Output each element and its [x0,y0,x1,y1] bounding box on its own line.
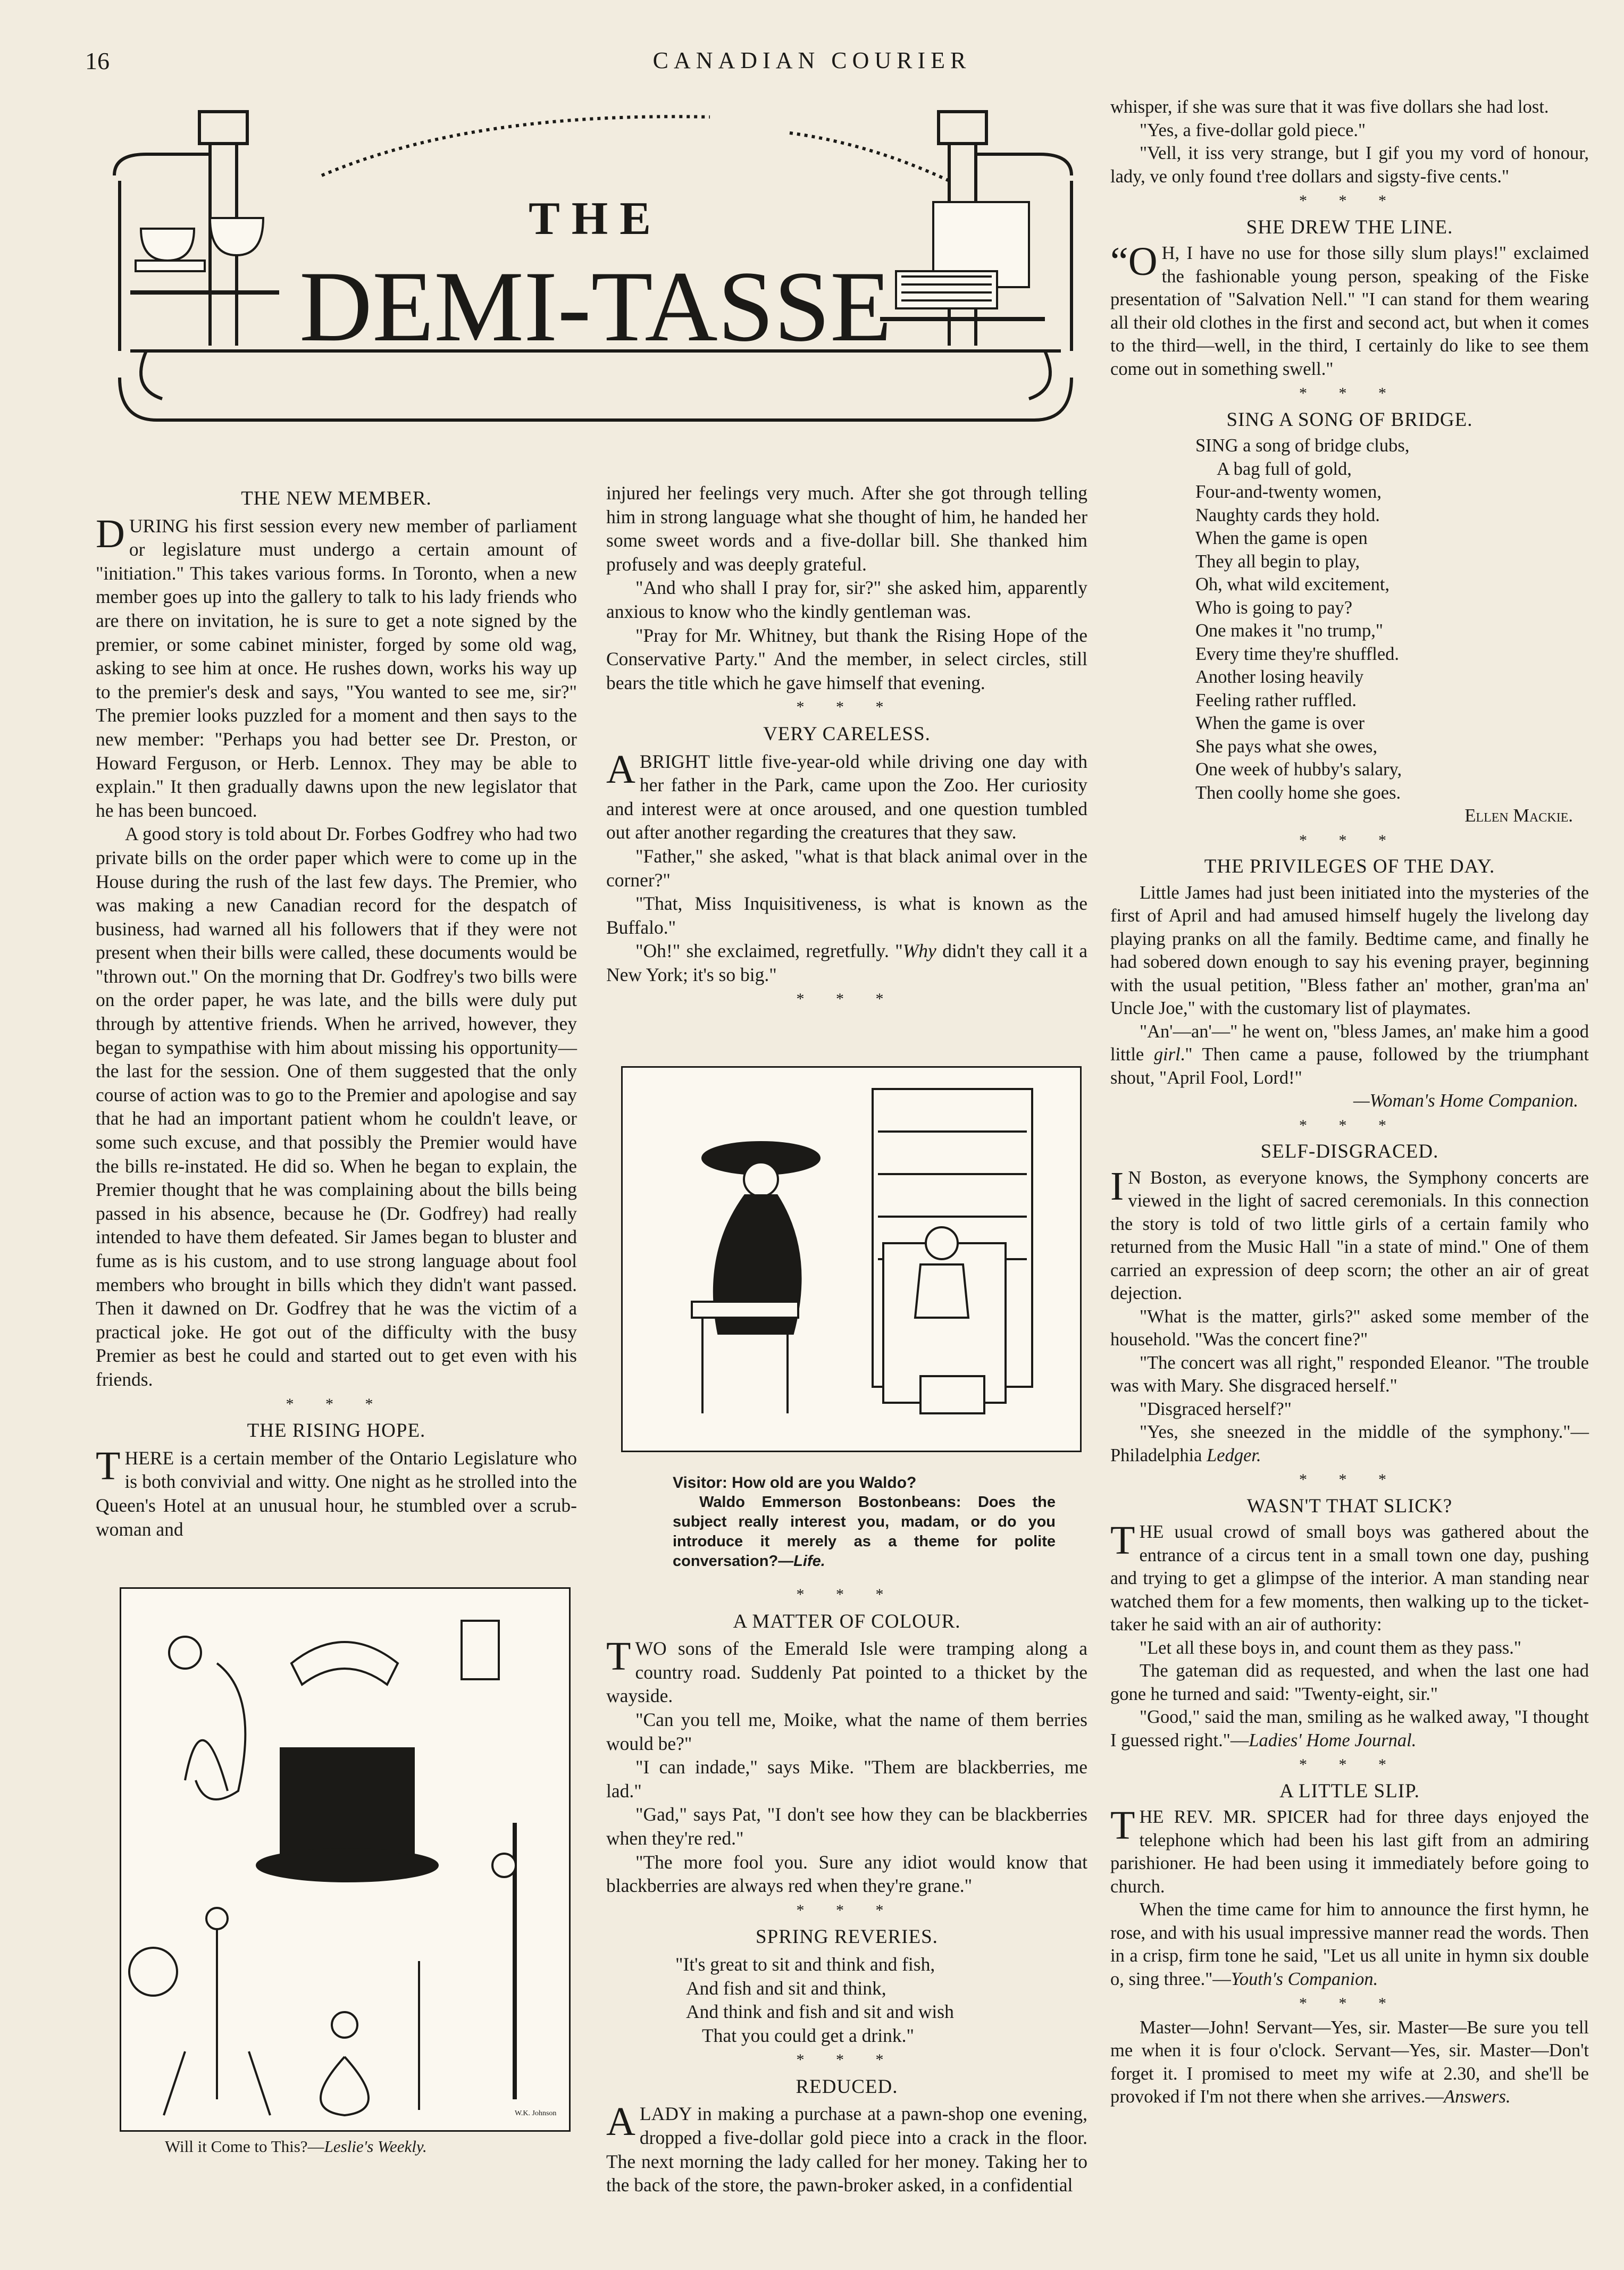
dropcap: A [606,747,635,792]
separator: * * * [1299,1471,1400,1488]
headline-rising-hope: THE RISING HOPE. [247,1420,426,1442]
artist-signature: W.K. Johnson [515,2109,557,2117]
separator: * * * [1299,192,1400,210]
column-2-lower: * * * A MATTER OF COLOUR. TWO sons of the Emerald Isle were tramping along a country road. Suddenly Pat pointed to a thicket by the wayside. "Can you tell me, Moike, what the name of them berries would be?" "I can indade," says Mike. "Them are blackberries, me lad." "Gad," says Pat, "I don't see how they can be blackberries when they're red." "The more fool you. Sure any idiot would know that blackberries are always red when they're grane." * * * SPRING REVERIES. "It's great to sit and think and fish, And fish and sit and think, And think and fish and sit and wish That you could get a drink." * * * REDUCED. ALADY in making a purchase at a pawn-shop one evening, dropped a five-dollar gold piece into a crack in the floor. The next morning the lady called for her money. Taking her to the back of the store, the pawn-broker asked, in a confidential [606,1582,1087,2197]
poem-spring-reveries: "It's great to sit and think and fish, And fish and sit and think, And think and fish and sit and wish That you could get a drink." [675,1953,954,2046]
caption-will-it-come: Will it Come to This?—Leslie's Weekly. [165,2137,427,2156]
separator: * * * [1299,384,1400,402]
header-demitasse: DEMI-TASSE [299,251,892,363]
separator: * * * [286,1395,387,1413]
separator: * * * [1299,1756,1400,1773]
headline-matter-of-colour: A MATTER OF COLOUR. [733,1610,961,1632]
separator: * * * [796,1586,898,1603]
separator: * * * [796,990,898,1008]
headline-very-careless: VERY CARELESS. [763,723,931,745]
source-womans-home-companion: —Woman's Home Companion. [1353,1091,1578,1111]
column-3: whisper, if she was sure that it was five dollars she had lost. "Yes, a five-dollar gold piece." "Vell, it iss very strange, but I gif you my vord of honour, lady, ve only found t'ree dollars and sigsty-five cents." * * * SHE DREW THE LINE. “O H, I have no use for those silly slum plays!" exclaimed the fashionable young person, speaking of the Fiske presentation of "Salvation Nell." "I can stand for them wearing all their old clothes in the first and second act, but when it comes to the third—well, in the third, I certainly do like to see them come out in something swell." * * * SING A SONG OF BRIDGE. SING a song of bridge clubs, A bag full of gold, Four-and-twenty women, Naughty cards they hold. When the game is open They all begin to play, Oh, what wild excitement, Who is going to pay? One makes it "no trump," Every time they're shuffled. Another losing heavily Feeling rather ruffled. When the game is over She pays what she owes, One week of hubby's salary, Then coolly home she goes. Ellen Mackie. * * * THE PRIVILEGES OF THE DAY. Little James had just been initiated into the mysteries of the first of April and had amused himself hugely the livelong day playing pranks on all the family. Bedtime came, and finally he had sobered down enough to say his evening prayer, beginning with the usual petition, "Bless father an' mother, gran'ma an' Uncle Joe," with the customary list of playmates. "An'—an'—" he went on, "bless James, an' make him a good little girl." Then came a pause, followed by the triumphant shout, "April Fool, Lord!" —Woman's Home Companion. * * * SELF-DISGRACED. I N Boston, as everyone knows, the Symphony concerts are viewed in the light of sacred ceremonials. In this connection the story is told of two little girls of a certain family who returned from the Music Hall "in a state of mind." One of them carried an expression of deep scorn; the other an air of great dejection. "What is the matter, girls?" asked some member of the household. "Was the concert fine?" "The concert was all right," responded Eleanor. "The trouble was with Mary. She disgraced herself." "Disgraced herself?" "Yes, she sneezed in the middle of the symphony."—Philadelphia Ledger. * * * WASN'T THAT SLICK? THE usual crowd of small boys was gathered about the entrance of a circus tent in a small town one day, pushing and trying to get a glimpse of the interior. A man standing near watched them for a few moments, then walking up to the ticket-taker he said with an air of authority: "Let all these boys in, and count them as they pass." The gateman did as requested, and when the last one had gone he turned and said: "Twenty-eight, sir." "Good," said the man, smiling as he walked away, "I thought I guessed right."—Ladies' Home Journal. * * * A LITTLE SLIP. THE REV. MR. SPICER had for three days enjoyed the telephone which had been his last gift from an admiring parishioner. He had been using it immediately before going to church. When the time came for him to announce the first hymn, he rose, and with his usual impressive manner read the words. Then in a crisp, firm tone he said, "Let us all unite in hymn six double o, sing three."—Youth's Companion. * * * Master—John! Servant—Yes, sir. Master—Be sure you tell me when it is four o'clock. Servant—Yes, sir. Master—Don't forget it. I promised to meet my wife at 2.30, and she'll be provoked if I'm not there when she arrives.—Answers. [1110,97,1589,2107]
dropcap: “O [1110,239,1158,284]
separator: * * * [1299,831,1400,849]
dropcap: T [1110,1803,1135,1848]
poem-bridge: SING a song of bridge clubs, A bag full of gold, Four-and-twenty women, Naughty cards they hold. When the game is open They all begin to play, Oh, what wild excitement, Who is going to pay? One makes it "no trump," Every time they're shuffled. Another losing heavily Feeling rather ruffled. When the game is over She pays what she owes, One week of hubby's salary, Then coolly home she goes. [1195,435,1410,803]
dropcap: T [96,1443,121,1488]
headline-little-slip: A LITTLE SLIP. [1279,1780,1420,1802]
demitasse-header-art [98,101,1093,463]
dropcap: T [1110,1518,1135,1563]
poem-author: Ellen Mackie. [1464,806,1573,826]
separator: * * * [796,698,898,716]
masthead: CANADIAN COURIER [652,47,972,73]
dropcap: I [1110,1163,1124,1209]
headline-new-member: THE NEW MEMBER. [241,488,432,509]
waldo-cartoon-illustration [623,1068,1080,1451]
column-1: THE NEW MEMBER. DURING his first session every new member of parliament or legislature must undergo a certain amount of "initiation." This takes various forms. In Toronto, when a new member goes up into the gallery to talk to his lady friends who are there on invitation, he is sure to get a note signed by the premier, or some cabinet minister, forged by some old wag, asking to see him at once. He rushes down, works his way up to the premier's desk and says, "You wanted to see me, sir?" The premier looks puzzled for a moment and then says to the new member: "Perhaps you had better see Dr. Preston, or Howard Ferguson, or Herb. Lennox. They may be able to explain." It then gradually dawns upon the new legislator that he has been buncoed. A good story is told about Dr. Forbes Godfrey who had two private bills on the order paper which were to come up in the House during the rush of the last few days. The Premier, who was making a new Canadian record for the despatch of business, had warned all his followers that if they were not present when their bills were called, these documents would be "thrown out." On the morning that Dr. Godfrey's two bills were on the order paper, he was late, and the bills were duly put through by attentive friends. When he arrived, however, they began to sympathise with him about missing his opportunity—the last for the session. One of them suggested that the only course of action was to go to the Premier and apologise and say that he had an important patient whom he couldn't leave, or some such excuse, and that possibly the Premier would have the bills re-instated. He did so. When he began to explain, the Premier thought that he was complaining about the bills being passed in his absence, because he (Dr. Godfrey) had really intended to have them defeated. Sir James began to bluster and fume as is his custom, and to use strong language about fool members who brought in bills which they didn't want passed. Then it dawned on Dr. Godfrey that he was the victim of a practical joke. He got out of the difficulty with the busy Premier as best he could and started out to get even with his friends. * * * THE RISING HOPE. THERE is a certain member of the Ontario Legislature who is both convivial and witty. One night as he strolled into the Queen's Hotel at an unusual hour, he stumbled over a scrub-woman and [96,488,577,1540]
separator: * * * [796,2051,898,2069]
headline-privileges: THE PRIVILEGES OF THE DAY. [1204,856,1495,877]
headline-reduced: REDUCED. [796,2075,898,2098]
left-pillar-cup [199,112,247,144]
teacups-illustration [130,218,279,292]
caption-waldo: Visitor: How old are you Waldo? Waldo Emmerson Bostonbeans: Does the subject really interest you, madam, or do you introduce it merely as a theme for polite conversation?—Life. [673,1474,1056,1570]
header-frame [120,378,1071,420]
headline-song-of-bridge: SING A SONG OF BRIDGE. [1226,408,1473,431]
separator: * * * [796,1901,898,1919]
dropcap: D [96,511,125,556]
separator: * * * [1299,1116,1400,1134]
header-the: THE [529,193,663,245]
page-number: 16 [85,47,110,74]
headline-self-disgraced: SELF-DISGRACED. [1260,1141,1439,1162]
right-pillar-cup [939,112,986,144]
headline-drew-the-line: SHE DREW THE LINE. [1246,216,1453,238]
column-2: injured her feelings very much. After she got through telling him in strong language what she thought of him, he handed her some sweet words and a five-dollar bill. She thanked him profusely and was deeply grateful. "And who shall I pray for, sir?" she asked him, apparently anxious to know who the kindly gentleman was. "Pray for Mr. Whitney, but thank the Rising Hope of the Conservative Party." And the member, in select circles, still bears the title which he gave himself that evening. * * * VERY CARELESS. ABRIGHT little five-year-old while driving one day with her father in the Park, came upon the Zoo. Her curiosity and interest were at once aroused, and one question tumbled out after another regarding the creatures that they saw. "Father," she asked, "what is that black animal over in the corner?" "That, Miss Inquisitiveness, is what is known as the Buffalo." "Oh!" she exclaimed, regretfully. "Why didn't they call it a New York; it's so big." * * * [606,481,1087,1012]
cigar-box-illustration [880,202,1045,319]
separator: * * * [1299,1995,1400,2012]
dropcap: T [606,1634,631,1679]
headline-wasnt-that-slick: WASN'T THAT SLICK? [1246,1495,1453,1517]
cartoon-will-it-come-to-this [120,1587,571,2132]
dropcap: A [606,2099,635,2145]
fashion-cartoon-illustration [121,1589,569,2130]
headline-spring-reveries: SPRING REVERIES. [756,1926,938,1948]
cartoon-waldo [621,1066,1082,1452]
